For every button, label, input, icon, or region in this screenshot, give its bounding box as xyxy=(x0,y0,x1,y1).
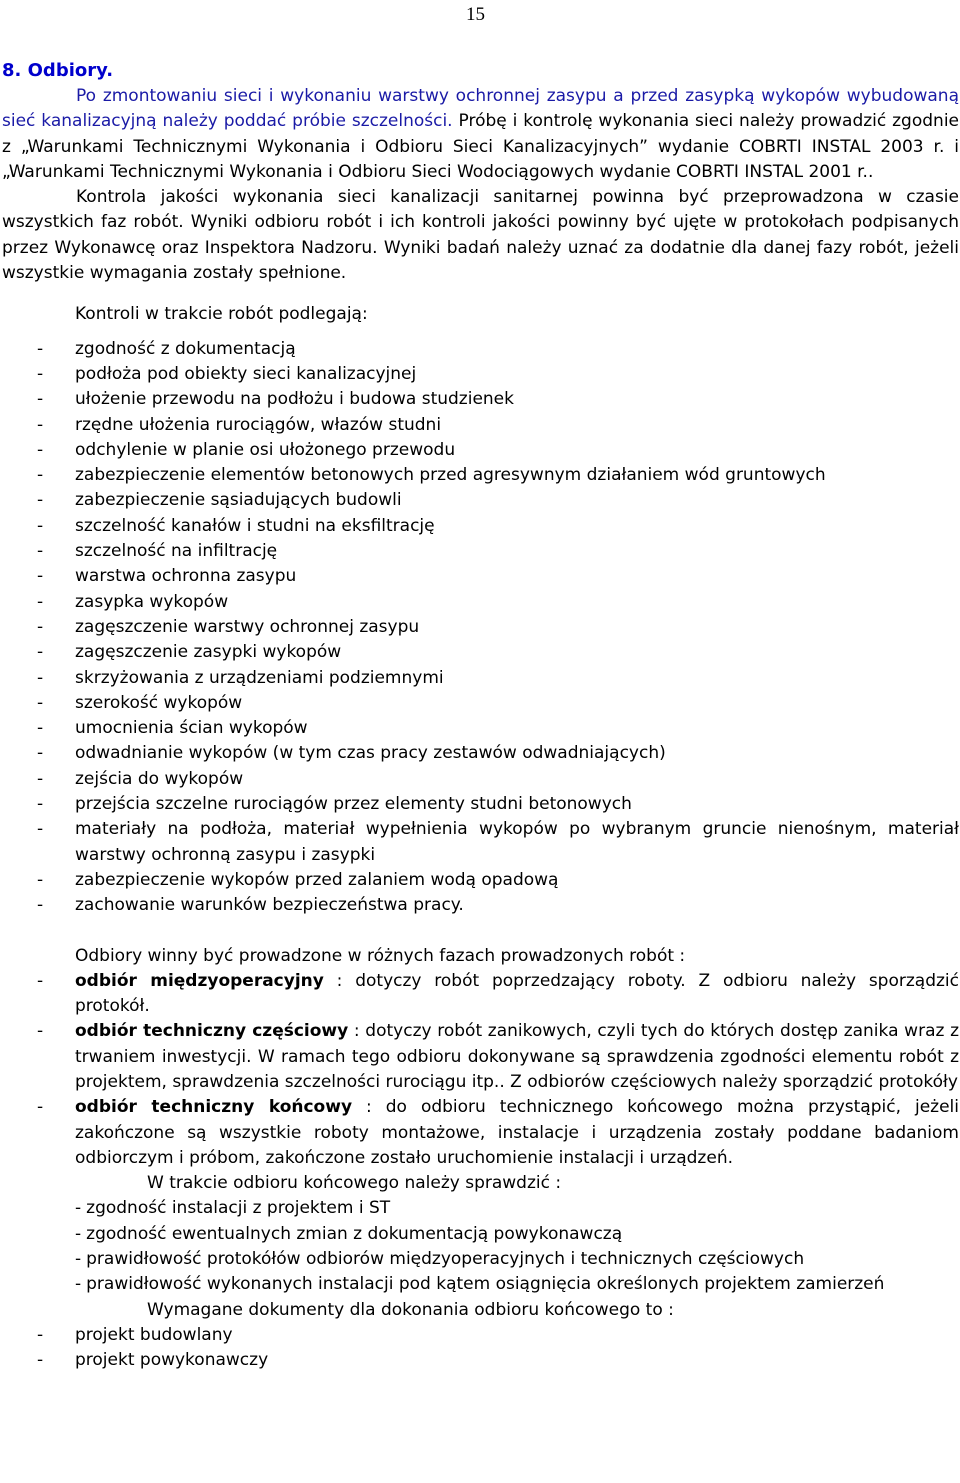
list-item: - warstwa ochronna zasypu xyxy=(2,564,959,589)
list-item: - projekt budowlany xyxy=(2,1323,959,1348)
list-item: - zabezpieczenie sąsiadujących budowli xyxy=(2,488,959,513)
receipt-term: odbiór międzyoperacyjny xyxy=(75,970,324,991)
list-item: - ułożenie przewodu na podłożu i budowa studzienek xyxy=(2,387,959,412)
list-item: - przejścia szczelne rurociągów przez elementy studni betonowych xyxy=(2,792,959,817)
list-item: - rzędne ułożenia rurociągów, włazów studni xyxy=(2,413,959,438)
list-item: - zgodność instalacji z projektem i ST xyxy=(75,1198,391,1219)
list-item: - zabezpieczenie wykopów przed zalaniem wodą opadową xyxy=(2,868,959,893)
list-item: - odwadnianie wykopów (w tym czas pracy zestawów odwadniających) xyxy=(2,741,959,766)
list-item: - prawidłowość wykonanych instalacji pod kątem osiągnięcia określonych projektem zamierzeń xyxy=(75,1274,885,1295)
list-item: - skrzyżowania z urządzeniami podziemnymi xyxy=(2,666,959,691)
receipt-term: odbiór techniczny końcowy xyxy=(75,1097,353,1118)
list-item: - zasypka wykopów xyxy=(2,590,959,615)
intro-blue-text: Po zmontowaniu sieci i wykonaniu warstwy ochronnej zasypu a przed zasypką wykopów wybudowaną sieć kanalizacyjną należy poddać próbie szczelności. xyxy=(2,86,959,132)
receipts-list xyxy=(2,969,959,1171)
control-label: Kontroli w trakcie robót podlegają: xyxy=(75,304,368,325)
receipt-item xyxy=(2,969,959,1020)
list-item: - materiały na podłoża, materiał wypełnienia wykopów po wybranym gruncie nienośnym, materiał warstwy ochronną zasypu i zasypki xyxy=(2,817,959,868)
receipt-item xyxy=(2,1019,959,1095)
receipt-item xyxy=(2,1095,959,1171)
list-item: - podłoża pod obiekty sieci kanalizacyjnej xyxy=(2,362,959,387)
section-heading: 8. Odbiory. xyxy=(2,60,114,81)
list-item: - zagęszczenie warstwy ochronnej zasypu xyxy=(2,615,959,640)
list-item: - zagęszczenie zasypki wykopów xyxy=(2,640,959,665)
final-check-label: W trakcie odbioru końcowego należy sprawdzić : xyxy=(147,1173,562,1194)
list-item: - szczelność kanałów i studni na eksfiltrację xyxy=(2,514,959,539)
receipt-desc: : do odbioru technicznego końcowego można przystąpić, jeżeli zakończone są wszystkie roboty montażowe, instalacje i urządzenia zostały poddane badaniom odbiorczym i próbom, zakończone zostało uruchomienie instalacji i urządzeń. xyxy=(75,1097,959,1168)
page-number: 15 xyxy=(466,4,485,25)
list-item: - zachowanie warunków bezpieczeństwa pracy. xyxy=(2,893,959,918)
spacer xyxy=(2,919,959,944)
intro-rest-text: Próbę i kontrolę wykonania sieci należy prowadzić zgodnie z „Warunkami Technicznymi Wykonania i Odbioru Sieci Kanalizacyjnych” wydanie COBRTI INSTAL 2003 r. i „Warunkami Technicznymi Wykonania i Odbioru Sieci Wodociągowych wydanie COBRTI INSTAL 2001 r.. xyxy=(2,111,959,182)
receipts-intro: Odbiory winny być prowadzone w różnych fazach prowadzonych robót : xyxy=(75,945,686,966)
list-item: - zgodność ewentualnych zmian z dokumentacją powykonawczą xyxy=(75,1223,623,1244)
list-item: - odchylenie w planie osi ułożonego przewodu xyxy=(2,438,959,463)
list-item: - prawidłowość protokółów odbiorów międzyoperacyjnych i technicznych częściowych xyxy=(75,1249,805,1270)
list-item: - szerokość wykopów xyxy=(2,691,959,716)
list-item: - zgodność z dokumentacją xyxy=(2,337,959,362)
final-check-list xyxy=(2,1196,959,1297)
list-item: - projekt powykonawczy xyxy=(2,1348,959,1373)
list-item: - szczelność na infiltrację xyxy=(2,539,959,564)
receipt-desc: : dotyczy robót zanikowych, czyli tych do których dostęp zanika wraz z trwaniem inwestycji. W ramach tego odbioru dokonywane są sprawdzenia zgodności elementu robót z projektem, sprawdzenia szczelności rurociągu itp.. Z odbiorów częściowych należy sporządzić protokóły xyxy=(75,1021,960,1092)
docs-list xyxy=(2,1323,959,1374)
control-list xyxy=(2,337,959,919)
list-item: - umocnienia ścian wykopów xyxy=(2,716,959,741)
quality-paragraph: Kontrola jakości wykonania sieci kanalizacji sanitarnej powinna być przeprowadzona w czasie wszystkich faz robót. Wyniki odbioru robót i ich kontroli jakości powinny być ujęte w protokołach podpisanych przez Wykonawcę oraz Inspektora Nadzoru. Wyniki badań należy uznać za dodatnie dla danej fazy robót, jeżeli wszystkie wymagania zostały spełnione. xyxy=(2,187,959,284)
receipt-desc: : dotyczy robót poprzedzający roboty. Z odbioru należy sporządzić protokół. xyxy=(75,970,959,1017)
list-item: - zejścia do wykopów xyxy=(2,767,959,792)
list-item: - zabezpieczenie elementów betonowych przed agresywnym działaniem wód gruntowych xyxy=(2,463,959,488)
intro-paragraph xyxy=(2,84,959,185)
receipt-term: odbiór techniczny częściowy xyxy=(75,1021,349,1042)
docs-label: Wymagane dokumenty dla dokonania odbioru końcowego to : xyxy=(147,1299,674,1320)
section-receipts xyxy=(2,58,959,1374)
